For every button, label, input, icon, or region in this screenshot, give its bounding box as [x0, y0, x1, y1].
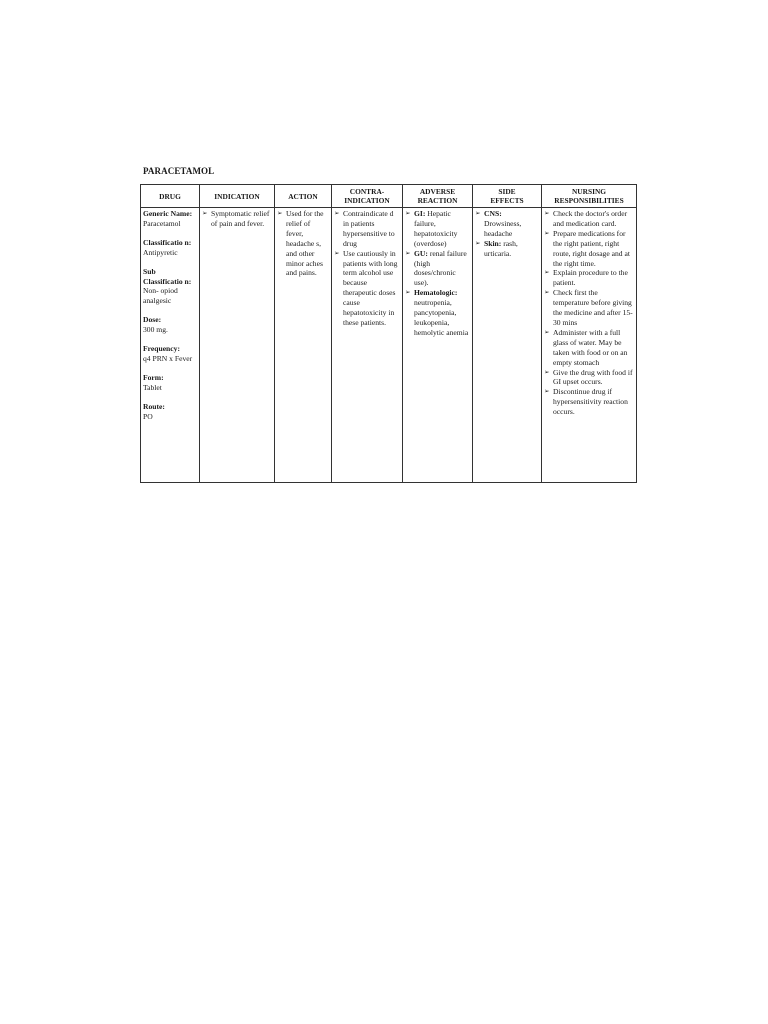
- list-item: [405, 209, 470, 249]
- header-contraindication: CONTRA- INDICATION: [332, 185, 403, 208]
- arrow-bullet-icon: ➢: [544, 210, 550, 217]
- table-row: [141, 208, 637, 483]
- list-item-text: Drowsiness, headache: [484, 218, 522, 238]
- list-item: [544, 209, 634, 229]
- contraindication-cell: [332, 208, 403, 483]
- list-item: [405, 249, 470, 289]
- arrow-bullet-icon: ➢: [334, 210, 340, 217]
- list-item-text: Give the drug with food if GI upset occurs.: [553, 367, 633, 387]
- list-item-label: Hematologic:: [414, 288, 458, 298]
- arrow-bullet-icon: ➢: [405, 210, 411, 217]
- arrow-bullet-icon: ➢: [405, 289, 411, 297]
- arrow-bullet-icon: ➢: [544, 229, 550, 237]
- list-item-label: CNS:: [484, 209, 502, 218]
- side-effects-cell: [473, 208, 542, 483]
- list-item-text: Check first the temperature before giving the medicine and after 15-30 mins: [553, 288, 633, 327]
- header-side-effects: SIDE EFFECTS: [473, 185, 542, 208]
- list-item-label: GI:: [414, 209, 428, 218]
- list-item-text: Contraindicate d in patients hypersensitive to drug: [343, 209, 395, 248]
- list-item: [544, 368, 634, 388]
- list-item: [334, 249, 400, 328]
- sub-classification-field: Sub Classificatio n: Non- opiod analgesic: [143, 266, 192, 306]
- form-field: Form: Tablet: [143, 372, 164, 392]
- list-item-text: renal failure (high doses/chronic use).: [414, 248, 467, 288]
- classification-field: Classificatio n: Antipyretic: [143, 237, 192, 257]
- list-item: [475, 209, 539, 239]
- arrow-bullet-icon: ➢: [544, 289, 550, 297]
- dose-field: Dose: 300 mg.: [143, 315, 168, 335]
- list-item: [334, 209, 400, 249]
- list-item: [475, 239, 539, 259]
- drug-study-table: [140, 184, 637, 483]
- list-item: [544, 328, 634, 368]
- arrow-bullet-icon: ➢: [277, 210, 283, 217]
- action-cell: [275, 208, 332, 483]
- list-item-text: Check the doctor's order and medication card.: [553, 209, 628, 228]
- header-nursing-responsibilities: NURSING RESPONSIBILITIES: [542, 185, 637, 208]
- list-item-label: Skin:: [484, 238, 504, 248]
- header-row: [141, 185, 637, 208]
- header-indication: INDICATION: [200, 185, 275, 208]
- arrow-bullet-icon: ➢: [544, 368, 550, 376]
- arrow-bullet-icon: ➢: [544, 269, 550, 277]
- list-item-text: Hepatic failure, hepatotoxicity (overdose): [414, 209, 458, 248]
- indication-cell: [200, 208, 275, 483]
- list-item: [202, 209, 272, 229]
- list-item: [544, 229, 634, 269]
- arrow-bullet-icon: ➢: [544, 388, 550, 396]
- arrow-bullet-icon: ➢: [405, 249, 411, 257]
- header-action: ACTION: [275, 185, 332, 208]
- adverse-reaction-cell: [403, 208, 473, 483]
- arrow-bullet-icon: ➢: [544, 328, 550, 336]
- list-item-text: neutropenia, pancytopenia, leukopenia, hemolytic anemia: [414, 298, 469, 337]
- list-item-text: Use cautiously in patients with long term alcohol use because therapeutic doses cause hepatotoxicity in these patients.: [343, 248, 398, 327]
- list-item: [544, 387, 634, 417]
- frequency-field: Frequency: q4 PRN x Fever: [143, 344, 193, 363]
- list-item: [277, 209, 329, 278]
- list-item-text: Explain procedure to the patient.: [553, 268, 628, 288]
- list-item: [544, 288, 634, 328]
- route-field: Route: PO: [143, 401, 165, 421]
- generic-name-field: Generic Name: Paracetamol: [143, 209, 193, 228]
- list-item-label: GU:: [414, 248, 430, 258]
- list-item-text: Used for the relief of fever, headache s, and other minor aches and pains.: [286, 209, 324, 278]
- list-item-text: Prepare medications for the right patient, right route, right dosage and at the right time.: [553, 228, 630, 268]
- arrow-bullet-icon: ➢: [475, 239, 481, 247]
- list-item-text: Symptomatic relief of pain and fever.: [211, 209, 270, 228]
- list-item: [405, 288, 470, 338]
- header-drug: DRUG: [141, 185, 200, 208]
- list-item-text: Discontinue drug if hypersensitivity reaction occurs.: [553, 387, 628, 417]
- list-item-text: rash, urticaria.: [484, 238, 518, 258]
- nursing-responsibilities-cell: [542, 208, 637, 483]
- arrow-bullet-icon: ➢: [475, 210, 481, 217]
- drug-cell: [141, 208, 200, 483]
- header-adverse-reaction: ADVERSE REACTION: [403, 185, 473, 208]
- arrow-bullet-icon: ➢: [334, 249, 340, 257]
- list-item: [544, 268, 634, 288]
- page-title: PARACETAMOL: [143, 166, 215, 176]
- list-item-text: Administer with a full glass of water. May be taken with food or on an empty stomach: [553, 327, 628, 367]
- arrow-bullet-icon: ➢: [202, 210, 208, 217]
